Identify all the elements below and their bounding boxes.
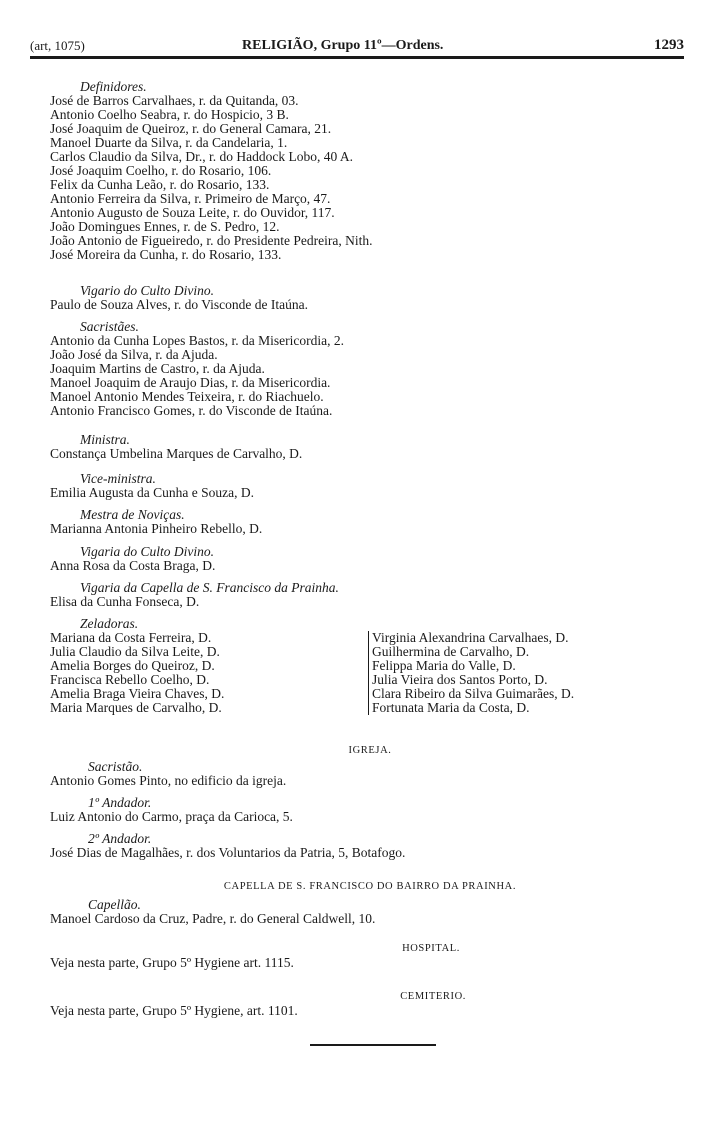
list-item: Antonio Augusto de Souza Leite, r. do Ouvidor, 117. (50, 205, 335, 220)
igreja-andador1-label: 1º Andador. (88, 795, 152, 810)
list-item: Luiz Antonio do Carmo, praça da Carioca, 5. (50, 809, 293, 824)
igreja-heading: IGREJA. (348, 745, 392, 756)
ministra-section (50, 433, 690, 461)
list-item: José Dias de Magalhães, r. dos Voluntarios da Patria, 5, Botafogo. (50, 845, 406, 860)
hospital-heading: HOSPITAL. (402, 943, 460, 954)
list-item: Anna Rosa da Costa Braga, D. (50, 558, 216, 573)
list-item: Marianna Antonia Pinheiro Rebello, D. (50, 521, 263, 536)
sacristaes-section (50, 320, 690, 418)
zeladoras-section (50, 617, 690, 721)
list-item: João Domingues Ennes, r. de S. Pedro, 12. (50, 219, 280, 234)
list-item: José de Barros Carvalhaes, r. da Quitanda, 03. (50, 93, 299, 108)
list-item: Julia Claudio da Silva Leite, D. (50, 644, 220, 659)
list-item: Felix da Cunha Leão, r. do Rosario, 133. (50, 177, 270, 192)
list-item: Felippa Maria do Valle, D. (372, 658, 516, 673)
list-item: Antonio Gomes Pinto, no edificio da igreja. (50, 773, 287, 788)
zeladoras-right-column (368, 631, 574, 715)
list-item: Maria Marques de Carvalho, D. (50, 700, 222, 715)
list-item: Manoel Cardoso da Cruz, Padre, r. do General Caldwell, 10. (50, 911, 376, 926)
definidores-label: Definidores. (80, 79, 147, 94)
zeladoras-left-column (50, 631, 224, 715)
list-item: José Joaquim Coelho, r. do Rosario, 106. (50, 163, 272, 178)
list-item: Julia Vieira dos Santos Porto, D. (372, 672, 548, 687)
header-title: RELIGIÃO, Grupo 11º—Ordens. (242, 38, 444, 53)
vigario-section (50, 284, 690, 312)
list-item: Joaquim Martins de Castro, r. da Ajuda. (50, 361, 265, 376)
list-item: João Antonio de Figueiredo, r. do Presidente Pedreira, Nith. (50, 233, 373, 248)
list-item: Constança Umbelina Marques de Carvalho, D. (50, 446, 303, 461)
mestra-label: Mestra de Noviças. (80, 507, 185, 522)
list-item: José Joaquim de Queiroz, r. do General Camara, 21. (50, 121, 332, 136)
list-item: Antonio Coelho Seabra, r. do Hospicio, 3 B. (50, 107, 289, 122)
list-item: Antonio Francisco Gomes, r. do Visconde de Itaúna. (50, 403, 333, 418)
vigaria-section (50, 545, 690, 573)
page-number: 1293 (654, 37, 684, 53)
vigaria-label: Vigaria do Culto Divino. (80, 544, 214, 559)
list-item: Manoel Joaquim de Araujo Dias, r. da Misericordia. (50, 375, 331, 390)
header-article-ref: (art, 1075) (30, 38, 85, 53)
list-item: Antonio da Cunha Lopes Bastos, r. da Misericordia, 2. (50, 333, 344, 348)
list-item: Amelia Braga Vieira Chaves, D. (50, 686, 225, 701)
ministra-label: Ministra. (80, 432, 130, 447)
hospital-section (50, 942, 690, 970)
list-item: Manoel Antonio Mendes Teixeira, r. do Riachuelo. (50, 389, 324, 404)
list-item: Carlos Claudio da Silva, Dr., r. do Haddock Lobo, 40 A. (50, 149, 353, 164)
igreja-andador2-label: 2º Andador. (88, 831, 152, 846)
zeladoras-columns (50, 631, 690, 721)
definidores-section (50, 80, 690, 262)
vigaria-capella-section (50, 581, 690, 609)
list-item: João José da Silva, r. da Ajuda. (50, 347, 218, 362)
list-item: Fortunata Maria da Costa, D. (372, 700, 530, 715)
list-item: Paulo de Souza Alves, r. do Visconde de Itaúna. (50, 297, 309, 312)
capella-label: Capellão. (88, 897, 141, 912)
vice-ministra-section (50, 472, 690, 500)
end-rule (310, 1044, 436, 1046)
list-item: José Moreira da Cunha, r. do Rosario, 133. (50, 247, 282, 262)
cemiterio-heading: CEMITERIO. (400, 991, 466, 1002)
list-item: Veja nesta parte, Grupo 5º Hygiene art. 1115. (50, 955, 294, 970)
list-item: Antonio Ferreira da Silva, r. Primeiro de Março, 47. (50, 191, 331, 206)
list-item: Virginia Alexandrina Carvalhaes, D. (372, 630, 569, 645)
igreja-section (50, 744, 690, 860)
list-item: Francisca Rebello Coelho, D. (50, 672, 210, 687)
list-item: Amelia Borges do Queiroz, D. (50, 658, 215, 673)
page-header (30, 36, 684, 59)
vigario-label: Vigario do Culto Divino. (80, 283, 214, 298)
zeladoras-label: Zeladoras. (80, 616, 139, 631)
list-item: Mariana da Costa Ferreira, D. (50, 630, 212, 645)
list-item: Veja nesta parte, Grupo 5º Hygiene, art. 1101. (50, 1003, 298, 1018)
capella-section (50, 880, 690, 926)
list-item: Guilhermina de Carvalho, D. (372, 644, 530, 659)
list-item: Manoel Duarte da Silva, r. da Candelaria, 1. (50, 135, 288, 150)
list-item: Clara Ribeiro da Silva Guimarães, D. (372, 686, 575, 701)
vice-ministra-label: Vice-ministra. (80, 471, 156, 486)
igreja-sacristao-label: Sacristão. (88, 759, 143, 774)
cemiterio-section (50, 990, 690, 1018)
capella-heading: CAPELLA DE S. FRANCISCO DO BAIRRO DA PRAINHA. (223, 881, 517, 892)
vigaria-capella-label: Vigaria da Capella de S. Francisco da Prainha. (80, 580, 339, 595)
list-item: Elisa da Cunha Fonseca, D. (50, 594, 200, 609)
mestra-section (50, 508, 690, 536)
sacristaes-label: Sacristães. (80, 319, 139, 334)
list-item: Emilia Augusta da Cunha e Souza, D. (50, 485, 254, 500)
